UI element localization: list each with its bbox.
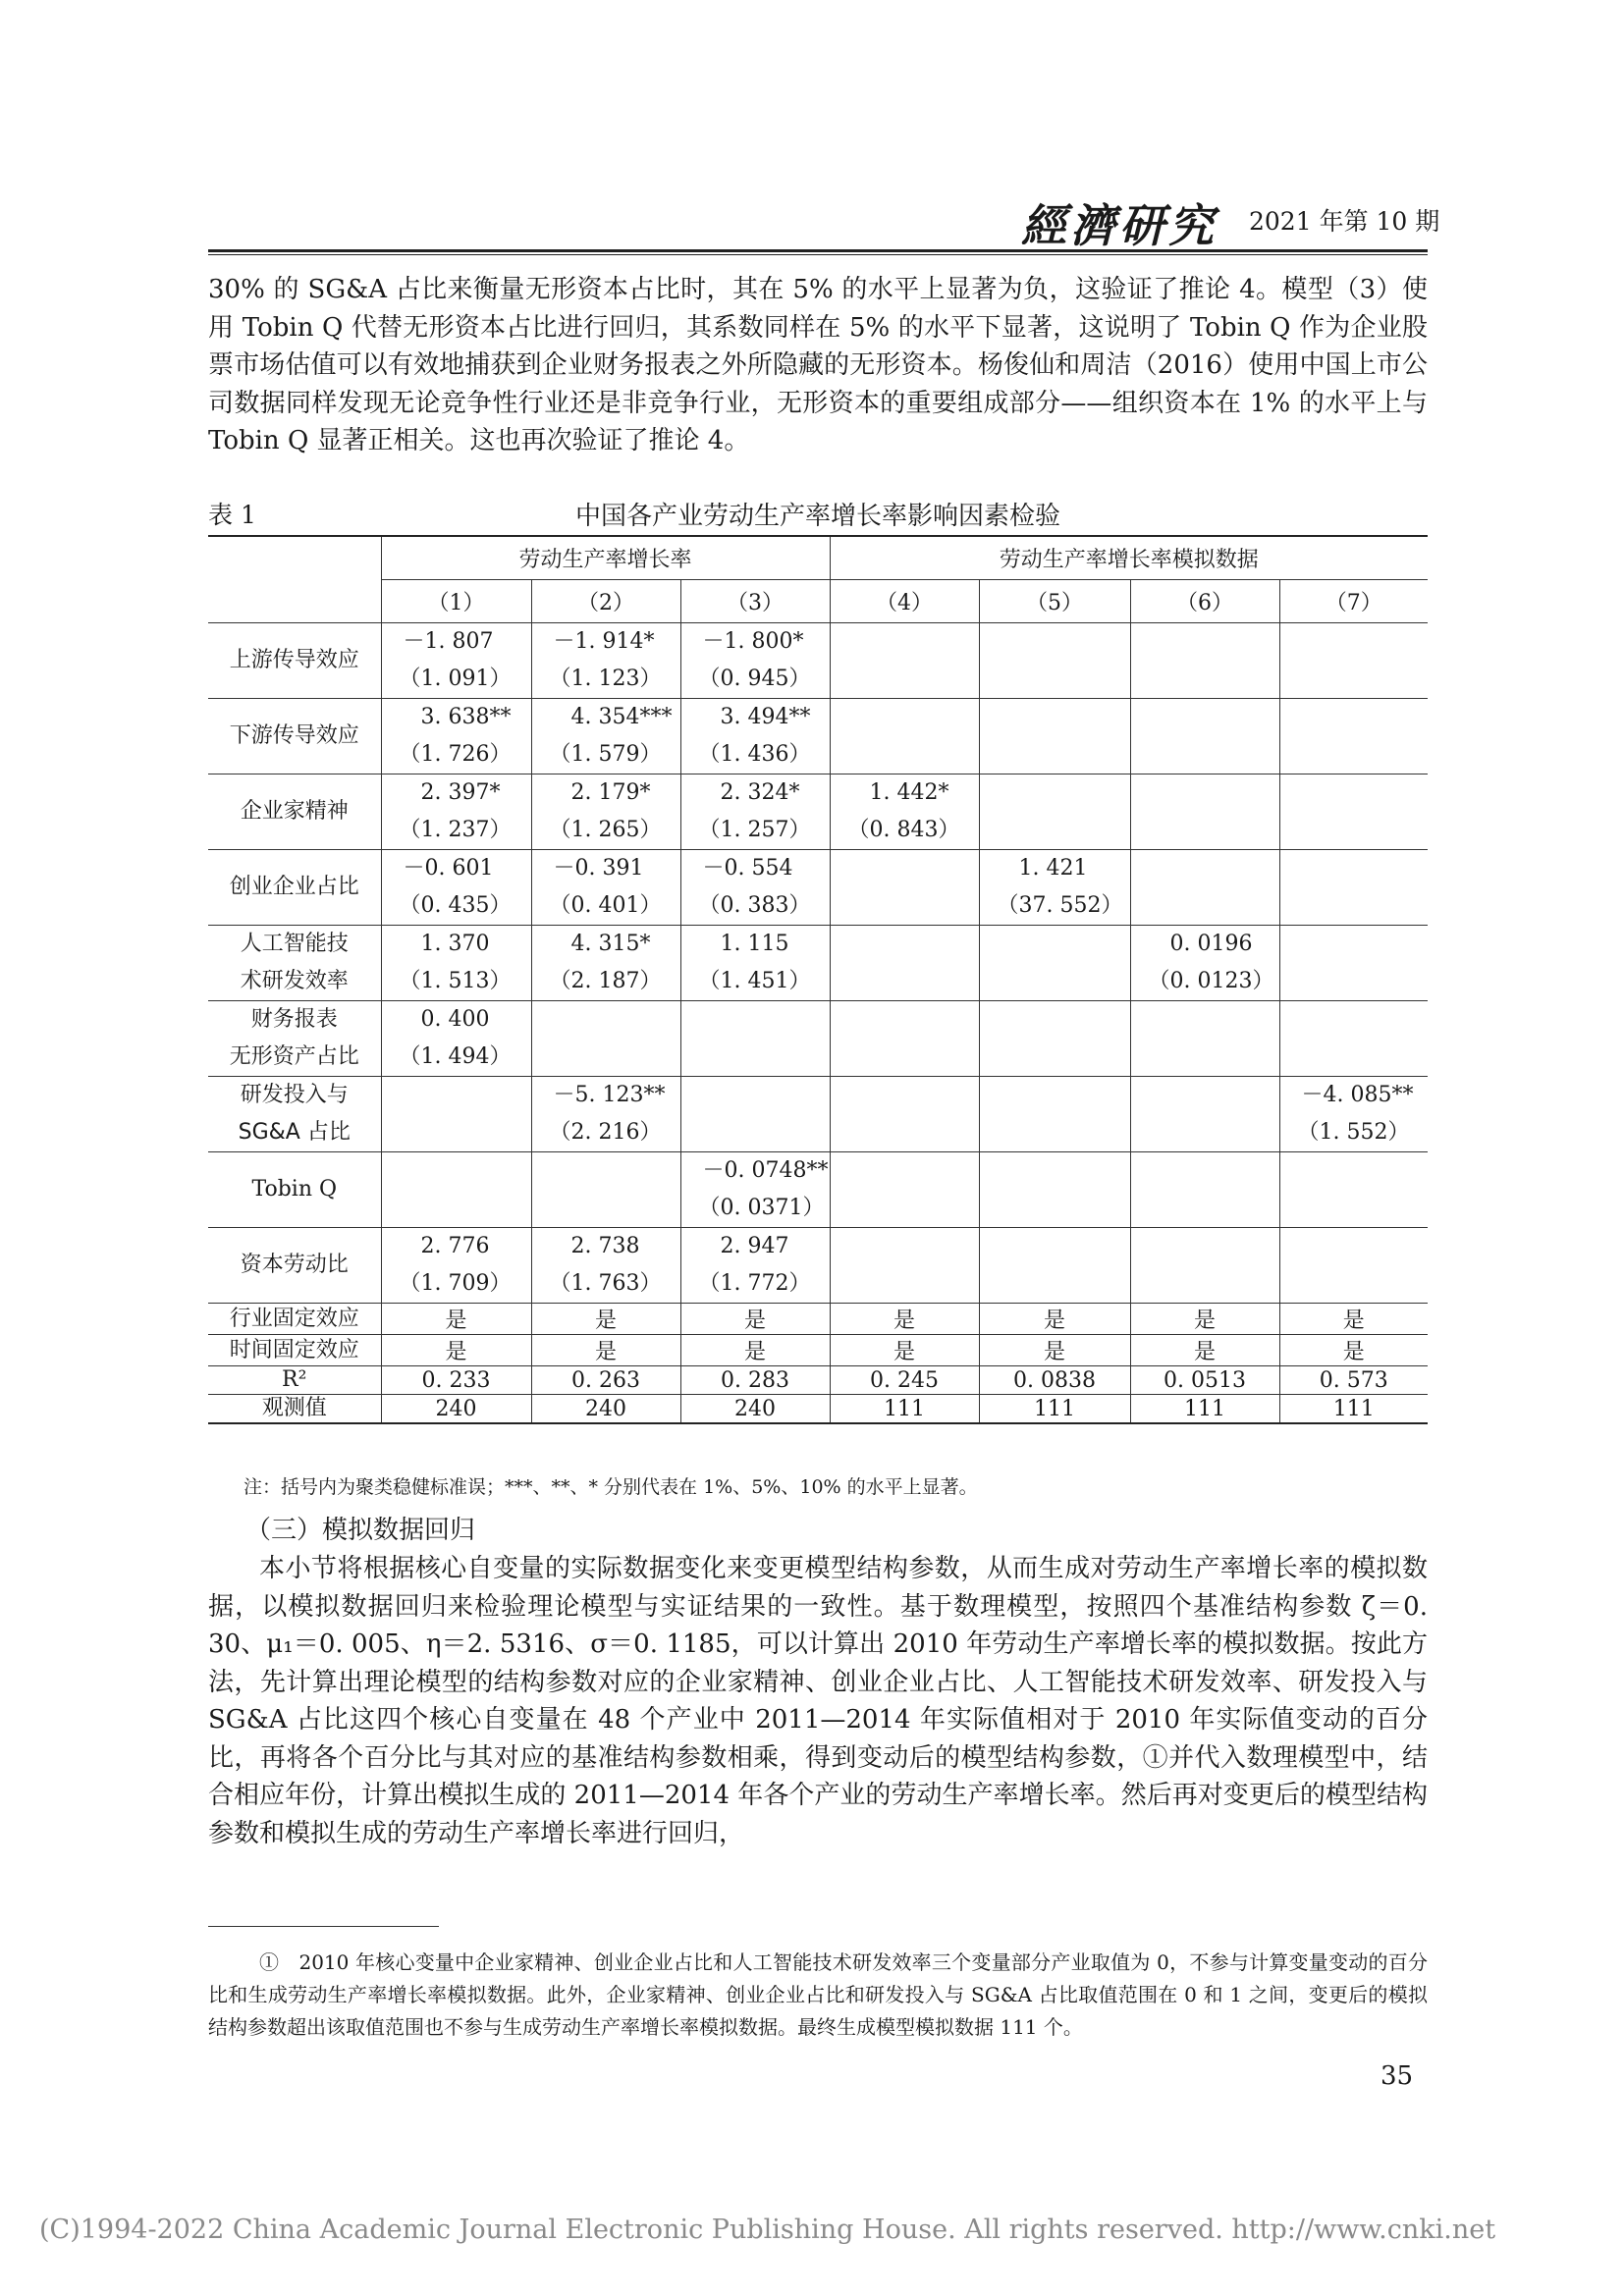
coefficient	[831, 1228, 979, 1265]
table-cell	[1279, 1077, 1428, 1152]
header-rule	[208, 249, 1428, 252]
standard-error	[1131, 812, 1279, 849]
table-row	[208, 774, 1428, 850]
coefficient	[980, 1152, 1130, 1190]
table-row	[208, 1335, 1428, 1366]
section-title: （三）模拟数据回归	[245, 1516, 476, 1545]
table-cell	[1279, 623, 1428, 699]
row-label-line: 财务报表	[250, 1007, 338, 1032]
table-cell	[1279, 926, 1428, 1001]
table-cell: 是	[680, 1335, 830, 1366]
footer-rows	[208, 1304, 1428, 1424]
standard-error: （0. 0371）	[698, 1196, 825, 1220]
regression-table	[208, 535, 1428, 1424]
table-cell	[680, 1077, 830, 1152]
col-header-7: （7）	[1279, 580, 1428, 623]
table-row	[208, 1001, 1428, 1077]
coefficient	[980, 1001, 1130, 1039]
table-cell	[979, 1001, 1130, 1077]
row-label: 行业固定效应	[208, 1304, 381, 1335]
footnote-rule	[208, 1926, 439, 1927]
standard-error	[831, 887, 979, 925]
table-cell	[979, 850, 1130, 926]
table-cell: 是	[531, 1304, 680, 1335]
table-label: 表 1	[208, 501, 256, 529]
standard-error	[831, 736, 979, 774]
standard-error: （1. 123）	[549, 667, 662, 691]
table-cell: 是	[680, 1304, 830, 1335]
standard-error	[1280, 1190, 1429, 1227]
table-cell: 0. 283	[680, 1366, 830, 1395]
standard-error: （1. 513）	[399, 969, 512, 993]
row-label-line: 无形资产占比	[229, 1044, 359, 1069]
standard-error	[382, 1190, 531, 1227]
standard-error: （1. 436）	[698, 742, 811, 767]
table-cell	[830, 774, 979, 850]
row-label: R²	[208, 1366, 381, 1395]
col-header-2: （2）	[531, 580, 680, 623]
coefficient	[681, 1077, 830, 1114]
table-cell	[1279, 774, 1428, 850]
table-cell	[531, 850, 680, 926]
table-cell	[979, 1077, 1130, 1152]
coefficient: 2. 947	[720, 1234, 789, 1258]
standard-error: （0. 383）	[698, 893, 811, 918]
standard-error: （1. 552）	[1297, 1120, 1410, 1145]
table-cell: 240	[531, 1395, 680, 1424]
table-cell	[830, 1228, 979, 1304]
table-cell: 是	[1130, 1335, 1279, 1366]
standard-error	[831, 963, 979, 1000]
coefficient: 2. 179*	[570, 780, 651, 805]
coefficient	[980, 1077, 1130, 1114]
group-header-row	[208, 536, 1428, 580]
table-cell	[1279, 1001, 1428, 1077]
coefficient: 0. 400	[420, 1007, 490, 1032]
standard-error	[382, 1114, 531, 1151]
standard-error	[980, 1190, 1130, 1227]
table-cell	[381, 1228, 531, 1304]
table-cell	[1130, 774, 1279, 850]
standard-error: （1. 709）	[399, 1271, 512, 1296]
col-header-6: （6）	[1130, 580, 1279, 623]
table-cell	[979, 1228, 1130, 1304]
coefficient	[1280, 850, 1429, 887]
coefficient	[532, 1001, 680, 1039]
standard-error	[831, 1190, 979, 1227]
journal-logo: 經濟研究	[1021, 199, 1218, 252]
table-cell	[979, 926, 1130, 1001]
table-row	[208, 623, 1428, 699]
coefficient: －0. 391	[553, 856, 644, 881]
standard-error: （1. 265）	[549, 818, 662, 842]
row-label: 企业家精神	[208, 774, 381, 850]
coefficient	[831, 1152, 979, 1190]
table-cell: 是	[979, 1304, 1130, 1335]
table-cell	[381, 699, 531, 774]
coefficient	[681, 1001, 830, 1039]
table-cell: 0. 263	[531, 1366, 680, 1395]
coefficient: －1. 807	[403, 629, 494, 654]
table-cell	[830, 699, 979, 774]
coefficient	[1131, 1152, 1279, 1190]
row-label: 上游传导效应	[208, 623, 381, 699]
table-cell	[531, 926, 680, 1001]
standard-error	[1280, 812, 1429, 849]
page-number: 35	[1380, 2061, 1414, 2091]
table-cell	[1279, 699, 1428, 774]
table-cell: 是	[1279, 1335, 1428, 1366]
standard-error: （1. 763）	[549, 1271, 662, 1296]
standard-error	[1131, 887, 1279, 925]
table-cell: 是	[1279, 1304, 1428, 1335]
coefficient: 3. 494**	[720, 705, 811, 729]
standard-error	[1131, 661, 1279, 698]
standard-error	[980, 1114, 1130, 1151]
standard-error	[980, 963, 1130, 1000]
standard-error	[980, 1039, 1130, 1076]
coefficient	[1280, 1152, 1429, 1190]
standard-error: （0. 435）	[399, 893, 512, 918]
table-cell	[830, 1077, 979, 1152]
standard-error	[980, 1265, 1130, 1303]
standard-error	[681, 1114, 830, 1151]
standard-error	[1280, 887, 1429, 925]
coefficient: 2. 397*	[420, 780, 501, 805]
table-cell	[830, 1001, 979, 1077]
standard-error	[1131, 1265, 1279, 1303]
coefficient: －1. 800*	[702, 629, 804, 654]
row-label: 观测值	[208, 1395, 381, 1424]
table-cell: 是	[830, 1304, 979, 1335]
table-row	[208, 1304, 1428, 1335]
table-cell: 0. 245	[830, 1366, 979, 1395]
table-row	[208, 1366, 1428, 1395]
standard-error	[532, 1039, 680, 1076]
coefficient-rows	[208, 623, 1428, 1304]
coefficient	[831, 699, 979, 736]
header-rule-thin	[208, 254, 1428, 255]
table-cell	[979, 1152, 1130, 1228]
coefficient	[831, 850, 979, 887]
standard-error: （1. 494）	[399, 1044, 512, 1069]
coefficient: －0. 0748**	[702, 1158, 829, 1183]
table-cell	[381, 926, 531, 1001]
row-label: 时间固定效应	[208, 1335, 381, 1366]
coefficient	[980, 623, 1130, 661]
table-cell: 是	[531, 1335, 680, 1366]
col-header-3: （3）	[680, 580, 830, 623]
table-cell	[1279, 1152, 1428, 1228]
coefficient: －0. 554	[702, 856, 793, 881]
table-cell	[979, 774, 1130, 850]
coefficient	[980, 774, 1130, 812]
row-label-line: 人工智能技	[240, 932, 349, 956]
coefficient	[532, 1152, 680, 1190]
coefficient	[382, 1152, 531, 1190]
coefficient: 0. 0196	[1169, 932, 1253, 956]
standard-error: （0. 843）	[847, 818, 960, 842]
standard-error	[831, 1039, 979, 1076]
row-label: 创业企业占比	[208, 850, 381, 926]
table-cell	[1130, 1228, 1279, 1304]
table-note: 注：括号内为聚类稳健标准误；***、**、* 分别代表在 1%、5%、10% 的水平上显著。	[244, 1476, 978, 1498]
table-cell	[979, 699, 1130, 774]
table-cell: 111	[830, 1395, 979, 1424]
coefficient	[1280, 1001, 1429, 1039]
table-row	[208, 1152, 1428, 1228]
table-cell: 是	[830, 1335, 979, 1366]
coefficient: 2. 324*	[720, 780, 800, 805]
table-cell	[680, 699, 830, 774]
table-cell: 是	[381, 1304, 531, 1335]
column-number-row	[208, 580, 1428, 623]
standard-error	[831, 1265, 979, 1303]
table-cell	[531, 1077, 680, 1152]
col-header-1: （1）	[381, 580, 531, 623]
table-cell	[531, 1152, 680, 1228]
row-label	[208, 926, 381, 1001]
table-cell	[381, 1152, 531, 1228]
table-cell: 111	[1130, 1395, 1279, 1424]
table-cell	[531, 623, 680, 699]
row-label: 资本劳动比	[208, 1228, 381, 1304]
coefficient: 2. 738	[570, 1234, 640, 1258]
table-cell: 0. 573	[1279, 1366, 1428, 1395]
table-cell: 是	[1130, 1304, 1279, 1335]
coefficient	[831, 926, 979, 963]
coefficient	[831, 1077, 979, 1114]
table-row	[208, 926, 1428, 1001]
coefficient	[1280, 1228, 1429, 1265]
row-label: Tobin Q	[208, 1152, 381, 1228]
standard-error: （2. 216）	[549, 1120, 662, 1145]
table-cell	[979, 623, 1130, 699]
table-row	[208, 1395, 1428, 1424]
table-cell	[830, 850, 979, 926]
coefficient	[1280, 774, 1429, 812]
standard-error: （1. 772）	[698, 1271, 811, 1296]
table-row	[208, 1228, 1428, 1304]
standard-error: （1. 726）	[399, 742, 512, 767]
table-cell	[381, 1001, 531, 1077]
group-header-actual: 劳动生产率增长率	[381, 536, 830, 580]
row-label	[208, 1077, 381, 1152]
row-label-line: 研发投入与	[240, 1083, 349, 1107]
table-cell: 111	[1279, 1395, 1428, 1424]
table-row	[208, 699, 1428, 774]
issue-label: 2021 年第 10 期	[1249, 207, 1440, 236]
coefficient: －5. 123**	[553, 1083, 666, 1107]
table-cell	[381, 623, 531, 699]
table-cell	[381, 850, 531, 926]
standard-error: （0. 401）	[549, 893, 662, 918]
table-cell	[680, 1001, 830, 1077]
standard-error: （1. 257）	[698, 818, 811, 842]
table-cell	[680, 850, 830, 926]
group-header-simulated: 劳动生产率增长率模拟数据	[830, 536, 1428, 580]
row-label-line: 术研发效率	[240, 969, 349, 993]
standard-error	[1280, 963, 1429, 1000]
coefficient: －4. 085**	[1301, 1083, 1414, 1107]
paragraph-1: 30% 的 SG&A 占比来衡量无形资本占比时，其在 5% 的水平上显著为负，这验证了推论 4。模型（3）使用 Tobin Q 代替无形资本占比进行回归，其系数同样在 5% 的水平下显著，这说明了 Tobin Q 作为企业股票市场估值可以有效地捕获到企业财务报表之外所隐藏的无形资本。杨俊仙和周洁（2016）使用中国上市公司数据同样发现无论竞争性行业还是非竞争行业，无形资本的重要组成部分——组织资本在 1% 的水平上与 Tobin Q 显著正相关。这也再次验证了推论 4。	[208, 275, 1428, 455]
standard-error: （0. 0123）	[1148, 969, 1274, 993]
table-cell	[531, 1001, 680, 1077]
coefficient: 1. 370	[420, 932, 490, 956]
standard-error	[681, 1039, 830, 1076]
coefficient	[382, 1077, 531, 1114]
col-header-4: （4）	[830, 580, 979, 623]
coefficient	[1280, 926, 1429, 963]
coefficient	[1131, 699, 1279, 736]
coefficient: 1. 442*	[869, 780, 949, 805]
row-label: 下游传导效应	[208, 699, 381, 774]
coefficient: 1. 421	[1018, 856, 1088, 881]
table-cell: 是	[979, 1335, 1130, 1366]
coefficient: 2. 776	[420, 1234, 490, 1258]
table-cell	[1130, 1152, 1279, 1228]
table-cell: 0. 0513	[1130, 1366, 1279, 1395]
coefficient: －0. 601	[403, 856, 494, 881]
table-cell: 0. 233	[381, 1366, 531, 1395]
coefficient: 3. 638**	[420, 705, 512, 729]
coefficient	[1131, 1228, 1279, 1265]
standard-error: （2. 187）	[549, 969, 662, 993]
table-cell	[830, 926, 979, 1001]
coefficient	[1131, 623, 1279, 661]
row-label-line: SG&A 占比	[238, 1120, 351, 1145]
coefficient	[831, 623, 979, 661]
table-cell: 111	[979, 1395, 1130, 1424]
coefficient	[1280, 623, 1429, 661]
row-label	[208, 1001, 381, 1077]
standard-error: （0. 945）	[698, 667, 811, 691]
table-cell	[381, 1077, 531, 1152]
footnote: ① 2010 年核心变量中企业家精神、创业企业占比和人工智能技术研发效率三个变量部分产业取值为 0，不参与计算变量变动的百分比和生成劳动生产率增长率模拟数据。此外，企业家精神、创业企业占比和研发投入与 SG&A 占比取值范围在 0 和 1 之间，变更后的模拟结构参数超出该取值范围也不参与生成劳动生产率增长率模拟数据。最终生成模型模拟数据 111 个。	[208, 1950, 1428, 2039]
coefficient: 1. 115	[720, 932, 789, 956]
coefficient	[980, 699, 1130, 736]
coefficient	[1131, 774, 1279, 812]
standard-error	[1280, 661, 1429, 698]
standard-error	[831, 1114, 979, 1151]
table-cell	[1130, 623, 1279, 699]
table-cell: 240	[381, 1395, 531, 1424]
table-cell	[680, 774, 830, 850]
standard-error	[831, 661, 979, 698]
standard-error	[980, 736, 1130, 774]
coefficient	[1131, 1077, 1279, 1114]
coefficient	[1131, 1001, 1279, 1039]
table-cell	[1130, 1001, 1279, 1077]
table-cell	[531, 774, 680, 850]
standard-error	[532, 1190, 680, 1227]
table-cell: 240	[680, 1395, 830, 1424]
standard-error	[980, 812, 1130, 849]
table-cell	[680, 1152, 830, 1228]
standard-error	[1131, 736, 1279, 774]
standard-error: （37. 552）	[997, 893, 1123, 918]
table-cell	[1279, 850, 1428, 926]
table-cell	[680, 1228, 830, 1304]
table-cell	[830, 1152, 979, 1228]
coefficient	[831, 1001, 979, 1039]
standard-error: （1. 451）	[698, 969, 811, 993]
coefficient	[980, 926, 1130, 963]
standard-error	[1131, 1190, 1279, 1227]
paragraph-2: 本小节将根据核心自变量的实际数据变化来变更模型结构参数，从而生成对劳动生产率增长率的模拟数据，以模拟数据回归来检验理论模型与实证结果的一致性。基于数理模型，按照四个基准结构参数 ζ＝0. 30、μ₁＝0. 005、η＝2. 5316、σ＝0. 1185，可以计算出 2010 年劳动生产率增长率的模拟数据。按此方法，先计算出理论模型的结构参数对应的企业家精神、创业企业占比、人工智能技术研发效率、研发投入与 SG&A 占比这四个核心自变量在 48 个产业中 2011—2014 年实际值相对于 2010 年实际值变动的百分比，再将各个百分比与其对应的基准结构参数相乘，得到变动后的模型结构参数，①并代入数理模型中，结合相应年份，计算出模拟生成的 2011—2014 年各个产业的劳动生产率增长率。然后再对变更后的模型结构参数和模拟生成的劳动生产率增长率进行回归，	[208, 1554, 1428, 1848]
table-cell: 是	[381, 1335, 531, 1366]
coefficient	[1131, 850, 1279, 887]
table-cell	[381, 774, 531, 850]
standard-error: （1. 237）	[399, 818, 512, 842]
table-cell	[830, 623, 979, 699]
standard-error	[1280, 1265, 1429, 1303]
table-cell	[531, 699, 680, 774]
standard-error	[1131, 1039, 1279, 1076]
coefficient: －1. 914*	[553, 629, 655, 654]
copyright-line: (C)1994-2022 China Academic Journal Electronic Publishing House. All rights reserved. http://www.cnki.net	[39, 2215, 1496, 2245]
standard-error: （1. 091）	[399, 667, 512, 691]
standard-error	[980, 661, 1130, 698]
coefficient	[980, 1228, 1130, 1265]
table-cell	[680, 926, 830, 1001]
table-cell	[680, 623, 830, 699]
table-cell	[531, 1228, 680, 1304]
table-cell	[1130, 850, 1279, 926]
table-cell	[1130, 699, 1279, 774]
table-row	[208, 1077, 1428, 1152]
coefficient: 4. 354***	[570, 705, 673, 729]
table-cell: 0. 0838	[979, 1366, 1130, 1395]
corner-cell	[208, 536, 381, 623]
col-header-5: （5）	[979, 580, 1130, 623]
coefficient: 4. 315*	[570, 932, 651, 956]
table-cell	[1279, 1228, 1428, 1304]
table-cell	[1130, 1077, 1279, 1152]
standard-error	[1280, 736, 1429, 774]
standard-error	[1280, 1039, 1429, 1076]
standard-error	[1131, 1114, 1279, 1151]
table-row	[208, 850, 1428, 926]
table-cell	[1130, 926, 1279, 1001]
table-title: 中国各产业劳动生产率增长率影响因素检验	[574, 502, 1060, 531]
standard-error: （1. 579）	[549, 742, 662, 767]
coefficient	[1280, 699, 1429, 736]
